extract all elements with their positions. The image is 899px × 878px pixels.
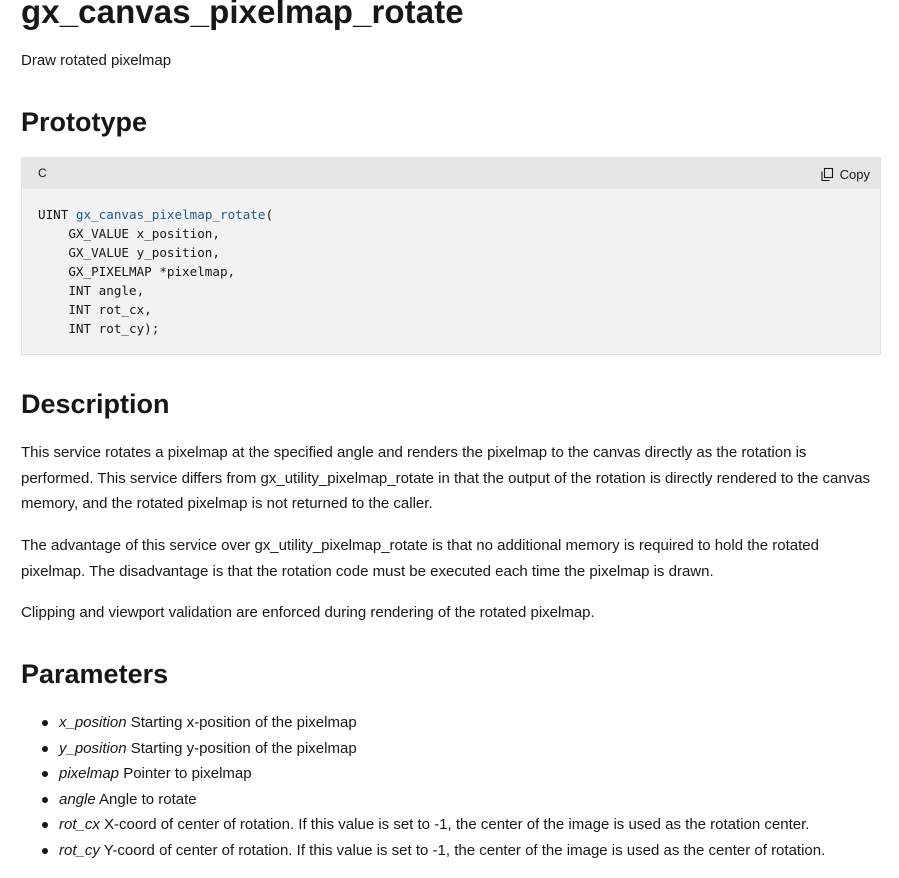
parameter-name: rot_cy — [59, 841, 100, 859]
code-line: INT rot_cy); — [38, 321, 160, 336]
parameter-name: rot_cx — [59, 816, 100, 834]
code-line: INT rot_cx, — [38, 302, 152, 317]
code-line: GX_VALUE x_position, — [38, 226, 220, 241]
code-line: GX_VALUE y_position, — [38, 245, 220, 260]
code-header — [22, 158, 880, 189]
parameter-item — [59, 787, 899, 813]
parameter-description: Pointer to pixelmap — [119, 765, 252, 783]
parameters-list — [21, 710, 899, 864]
parameter-description: Angle to rotate — [95, 790, 197, 808]
code-open-paren: ( — [265, 207, 274, 222]
copy-icon — [820, 167, 834, 182]
parameters-heading: Parameters — [21, 659, 169, 689]
parameter-name: y_position — [59, 739, 127, 757]
parameter-description: Y-coord of center of rotation. If this value is set to -1, the center of the image is used as the center of rotation. — [99, 841, 826, 859]
code-line: GX_PIXELMAP *pixelmap, — [38, 264, 236, 279]
page-summary: Draw rotated pixelmap — [21, 52, 172, 69]
parameter-name: angle — [59, 790, 96, 808]
parameter-description: Starting y-position of the pixelmap — [126, 739, 357, 757]
description-paragraph: This service rotates a pixelmap at the specified angle and renders the pixelmap to the canvas directly as the rotation is performed. This service differs from gx_utility_pixelmap_rotate in that the output of the rotation is directly rendered to the canvas memory, and the rotated pixelmap is not returned to the caller. — [21, 444, 871, 512]
description-paragraph: Clipping and viewport validation are enforced during rendering of the rotated pixelmap. — [21, 604, 595, 621]
copy-label: Copy — [839, 166, 870, 182]
description-paragraph: The advantage of this service over gx_utility_pixelmap_rotate is that no additional memory is required to hold the rotated pixelmap. The disadvantage is that the rotation code must be executed each time the pixelmap is drawn. — [21, 537, 819, 580]
parameter-item — [59, 710, 899, 736]
parameter-item — [59, 838, 899, 864]
code-language-label: C — [38, 166, 47, 180]
code-block — [21, 157, 881, 355]
parameter-item — [59, 812, 899, 838]
description-heading: Description — [21, 389, 170, 419]
parameter-description: X-coord of center of rotation. If this value is set to -1, the center of the image is used as the rotation center. — [99, 816, 810, 834]
prototype-heading: Prototype — [21, 107, 148, 137]
code-line: INT angle, — [38, 283, 145, 298]
parameter-item — [59, 736, 899, 762]
parameter-description: Starting x-position of the pixelmap — [126, 714, 357, 731]
code-content — [38, 205, 273, 338]
page-title: gx_canvas_pixelmap_rotate — [21, 0, 464, 30]
parameter-item — [59, 761, 899, 787]
parameter-name: x_position — [59, 714, 127, 731]
code-return-type: UINT — [38, 207, 76, 222]
parameter-name: pixelmap — [59, 765, 120, 783]
copy-button[interactable] — [820, 164, 870, 184]
code-function-name: gx_canvas_pixelmap_rotate — [75, 207, 266, 222]
